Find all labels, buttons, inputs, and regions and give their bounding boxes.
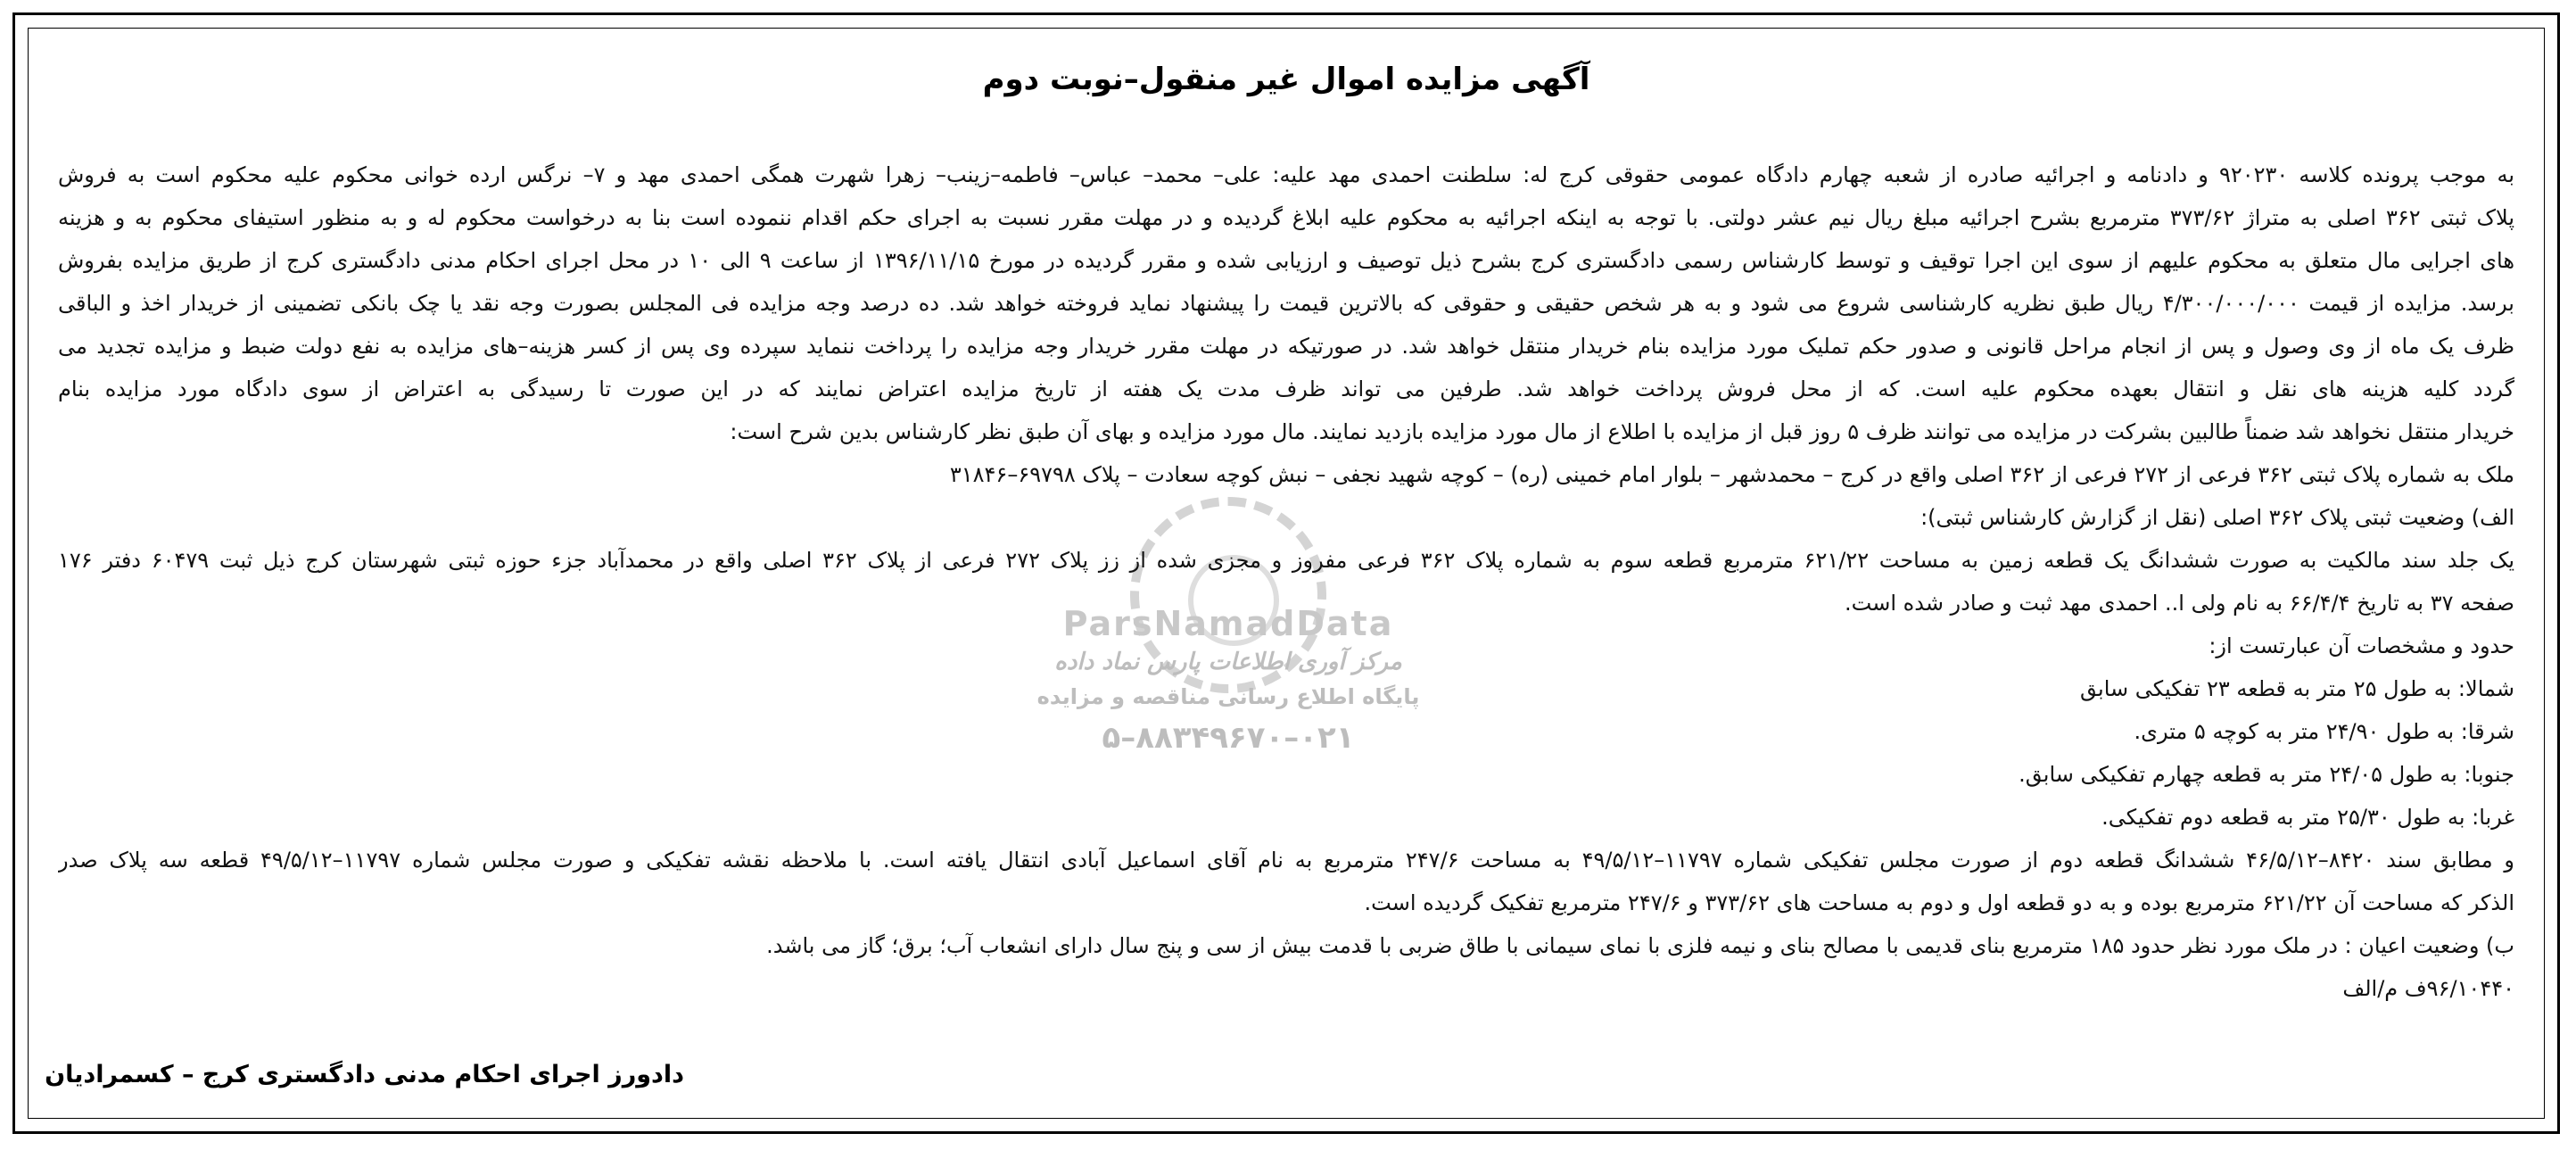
auction-notice bbox=[12, 12, 2560, 1134]
body-line: خریدار منتقل نخواهد شد ضمناً طالبین بشرکت در مزایده می توانند ظرف ۵ روز قبل از مزایده با اطلاع از مال مورد مزایده بازدید نمایند. مال مورد مزایده و بهای آن طبق نظر کارشناس بدین شرح است: bbox=[730, 419, 2514, 444]
body-line: الذکر که مساحت آن ۶۲۱/۲۲ مترمربع بوده و به دو قطعه اول و دوم به مساحت های ۳۷۳/۶۲ و ۲۴۷/۶ مترمربع تفکیک گردیده است. bbox=[1364, 890, 2514, 915]
body-line: و مطابق سند ۸۴۲۰–۴۶/۵/۱۲ ششدانگ قطعه دوم از صورت مجلس تفکیکی شماره ۱۱۷۹۷–۴۹/۵/۱۲ به مساحت ۲۴۷/۶ مترمربع به نام آقای اسماعیل آبادی انتقال یافته است. با ملاحظه نقشه تفکیکی و صورت مجلس شماره ۱۱۷۹۷–۴۹/۵/۱۲ قطعه سه پلاک صدر bbox=[58, 848, 2514, 873]
body-line: های اجرایی مال متعلق به محکوم علیهم از سوی این اجرا توقیف و توسط کارشناس رسمی دادگستری کرج بشرح ذیل توصیف و ارزیابی شده و مقرر گردیده در مورخ ۱۳۹۶/۱۱/۱۵ از ساعت ۹ الی ۱۰ در محل اجرای احکام مدنی دادگستری کرج از طریق مزایده بفروش bbox=[58, 248, 2514, 273]
notice-reference-number: ۹۶/۱۰۴۴۰ف م/الف bbox=[2342, 976, 2514, 1001]
body-line: یک جلد سند مالکیت به صورت ششدانگ یک قطعه زمین به مساحت ۶۲۱/۲۲ مترمربع قطعه سوم به شماره پلاک ۳۶۲ فرعی مفروز و مجزی شده از زز پلاک ۲۷۲ فرعی از پلاک ۳۶۲ اصلی واقع در محمدآباد جزء حوزه ثبتی شهرستان کرج ذیل ثبت ۶۰۴۷۹ دفتر ۱۷۶ bbox=[58, 548, 2514, 573]
watermark-line-2: پایگاه اطلاع رسانی مناقصه و مزایده bbox=[1036, 684, 1420, 709]
boundary-east: شرقا: به طول ۲۴/۹۰ متر به کوچه ۵ متری. bbox=[2134, 719, 2514, 744]
watermark-line-1: مرکز آوری اطلاعات پارس نماد داده bbox=[1054, 649, 1402, 675]
property-address: ملک به شماره پلاک ثبتی ۳۶۲ فرعی از ۲۷۲ فرعی از ۳۶۲ اصلی واقع در کرج – محمدشهر – بلوار امام خمینی (ره) – کوچه شهید نجفی – نبش کوچه سعادت – پلاک ۶۹۷۹۸–۳۱۸۴۶ bbox=[949, 462, 2514, 487]
signature-line: دادورز اجرای احکام مدنی دادگستری کرج – کسمرادیان bbox=[45, 1061, 684, 1088]
body-line: ظرف یک ماه از وی وصول و پس از انجام مراحل قانونی و صدور حکم تملیک مورد مزایده بنام خریدار منتقل خواهد شد. در صورتیکه در مهلت مقرر خریدار وجه مزایده را پرداخت ننماید سپرده وی پس از کسر هزینه–های مزایده به نفع دولت ضبط و مزایده تجدید می bbox=[58, 334, 2514, 359]
boundary-west: غربا: به طول ۲۵/۳۰ متر به قطعه دوم تفکیکی. bbox=[2101, 805, 2514, 830]
body-line: پلاک ثبتی ۳۶۲ اصلی به متراژ ۳۷۳/۶۲ مترمربع بشرح اجرائیه مبلغ ریال نیم عشر دولتی. با توجه به اینکه اجرائیه به محکوم علیه ابلاغ گردیده و در مهلت مقرر نسبت به اجرای حکم اقدام ننموده است بنا به درخواست محکوم له و به منظور استیفای محکوم به و هزینه bbox=[58, 205, 2514, 230]
boundaries-heading: حدود و مشخصات آن عبارتست از: bbox=[2209, 633, 2514, 658]
body-line: برسد. مزایده از قیمت ۴/۳۰۰/۰۰۰/۰۰۰ ریال طبق نظریه کارشناسی شروع می شود و به هر شخص حقیقی و حقوقی که بالاترین قیمت را پیشنهاد نماید فروخته خواهد شد. ده درصد وجه مزایده فی المجلس بصورت وجه نقد یا چک بانکی تضمینی از خریدار اخذ و الباقی bbox=[58, 291, 2514, 316]
watermark-brand: ParsNamadData bbox=[1062, 604, 1394, 643]
body-line: گردد کلیه هزینه های نقل و انتقال بعهده محکوم علیه است. که از محل فروش پرداخت خواهد شد. طرفین می تواند ظرف مدت یک هفته از تاریخ مزایده اعتراض نمایند که در این صورت تا رسیدگی به اعتراض از سوی دادگاه مورد مزایده بنام bbox=[58, 376, 2514, 401]
section-registration-heading: الف) وضعیت ثبتی پلاک ۳۶۲ اصلی (نقل از گزارش کارشناس ثبتی): bbox=[1920, 505, 2514, 530]
boundary-north: شمالا: به طول ۲۵ متر به قطعه ۲۳ تفکیکی سابق bbox=[2080, 676, 2514, 701]
boundary-south: جنوبا: به طول ۲۴/۰۵ متر به قطعه چهارم تفکیکی سابق. bbox=[2019, 762, 2514, 787]
watermark-phone: ۰۲۱–۸۸۳۴۹۶۷۰–۵ bbox=[1102, 720, 1355, 756]
section-building-status: ب) وضعیت اعیان : در ملک مورد نظر حدود ۱۸۵ مترمربع بنای قدیمی با مصالح بنای و نیمه فلزی با نمای سیمانی با طاق ضربی با قدمت بیش از سی و پنج سال دارای انشعاب آب؛ برق؛ گاز می باشد. bbox=[766, 933, 2514, 958]
body-line: صفحه ۳۷ به تاریخ ۶۶/۴/۴ به نام ولی ا.. احمدی مهد ثبت و صادر شده است. bbox=[1845, 591, 2514, 616]
notice-title: آگهی مزایده اموال غیر منقول–نوبت دوم bbox=[982, 62, 1590, 97]
body-line: به موجب پرونده کلاسه ۹۲۰۲۳۰ و دادنامه و اجرائیه صادره از شعبه چهارم دادگاه عمومی حقوقی کرج له: سلطنت احمدی مهد علیه: علی– محمد– عباس– فاطمه–زینب– زهرا شهرت همگی احمدی مهد و ۷– نرگس ارده خوانی محکوم علیه محکوم است به فروش bbox=[58, 162, 2514, 187]
